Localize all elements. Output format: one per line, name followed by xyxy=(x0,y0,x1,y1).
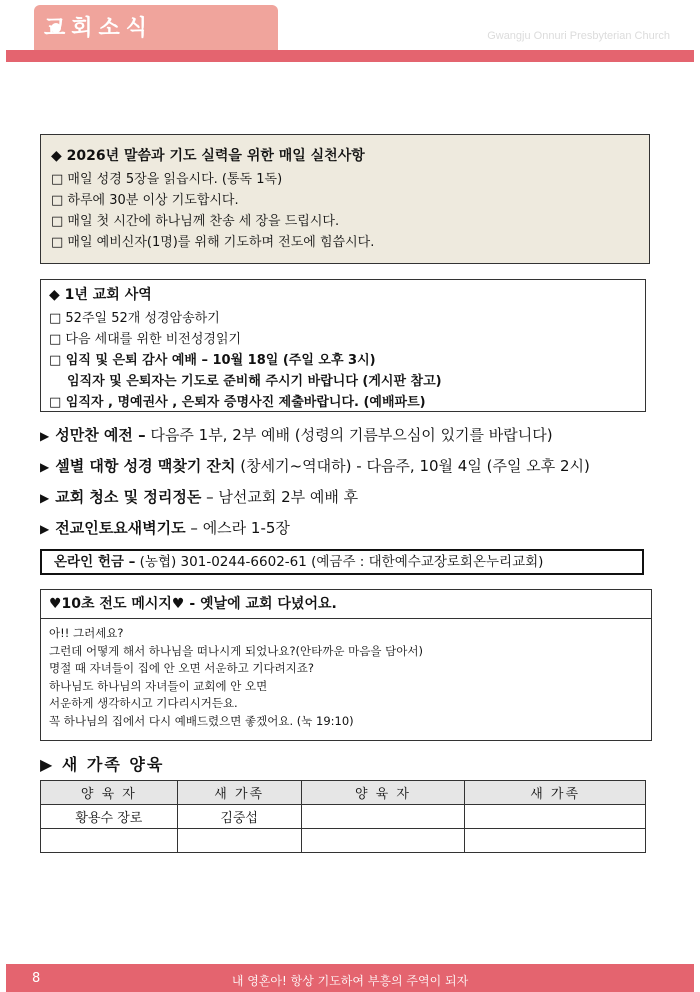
announcement-item xyxy=(40,517,290,538)
message-line: 아!! 그러세요? xyxy=(49,626,124,640)
offering-account: (농협) 301-0244-6602-61 (예금주 : 대한예수교장로회온누리교회) xyxy=(135,554,544,570)
message-line: 그런데 어떻게 해서 하나님을 떠나시게 되었나요?(안타까운 마음을 담아서) xyxy=(49,643,423,658)
triangle-bullet-icon: ▶ xyxy=(40,460,50,474)
table-cell xyxy=(177,829,301,853)
table-cell xyxy=(465,805,646,829)
table-cell: 김중섭 xyxy=(177,805,301,829)
column-header: 양 육 자 xyxy=(301,781,465,805)
online-offering-box xyxy=(40,549,644,575)
announcement-text: – 에스라 1-5장 xyxy=(185,519,290,537)
table-cell xyxy=(301,805,465,829)
table-cell xyxy=(41,829,178,853)
footer-motto: 내 영혼아! 항상 기도하여 부흥의 주역이 되자 xyxy=(231,974,469,988)
announcement-title: 전교인토요새벽기도 xyxy=(55,519,186,537)
practice-item: □ 하루에 30분 이상 기도합시다. xyxy=(51,193,239,208)
yearly-ministry-box xyxy=(40,279,646,412)
daily-practice-box xyxy=(40,134,650,264)
table-header-row xyxy=(41,781,646,805)
ministry-item: □ 다음 세대를 위한 비전성경읽기 xyxy=(49,332,242,347)
yearly-ministry-title: ◆ 1년 교회 사역 xyxy=(49,287,152,303)
announcement-text: (창세기~역대하) - 다음주, 10월 4일 (주일 오후 2시) xyxy=(235,457,590,475)
practice-item: □ 매일 성경 5장을 읽읍시다. (통독 1독) xyxy=(51,172,283,187)
new-family-title: ▶ 새 가족 양육 xyxy=(40,755,165,774)
page-number: 8 xyxy=(32,971,41,986)
table-row xyxy=(41,829,646,853)
ministry-item: □ 임직 및 은퇴 감사 예배 – 10월 18일 (주일 오후 3시) xyxy=(49,353,376,368)
page-title: 교회소식 xyxy=(44,16,154,41)
message-line: 서운하게 생각하시고 기다리시거든요. xyxy=(49,696,238,710)
evangelism-message-body xyxy=(40,619,652,741)
announcement-title: 성만찬 예전 – xyxy=(55,426,146,444)
table-cell xyxy=(301,829,465,853)
table-cell xyxy=(465,829,646,853)
offering-label: 온라인 헌금 – xyxy=(54,554,136,570)
practice-item: □ 매일 첫 시간에 하나님께 찬송 세 장을 드립시다. xyxy=(51,214,340,229)
column-header: 새 가족 xyxy=(177,781,301,805)
ministry-item: □ 52주일 52개 성경암송하기 xyxy=(49,311,220,326)
announcement-item xyxy=(40,424,553,445)
announcement-title: 교회 청소 및 정리정돈 xyxy=(55,488,202,506)
announcement-item xyxy=(40,455,590,476)
announcement-text: 다음주 1부, 2부 예배 (성령의 기름부으심이 있기를 바랍니다) xyxy=(145,426,553,444)
message-line: 꼭 하나님의 집에서 다시 예배드렸으면 좋겠어요. (눅 19:10) xyxy=(49,713,354,728)
column-header: 양 육 자 xyxy=(41,781,178,805)
triangle-bullet-icon: ▶ xyxy=(40,522,50,536)
announcement-text: – 남선교회 2부 예배 후 xyxy=(201,488,359,506)
table-row xyxy=(41,805,646,829)
column-header: 새 가족 xyxy=(465,781,646,805)
daily-practice-title: ◆ 2026년 말씀과 기도 실력을 위한 매일 실천사항 xyxy=(51,148,365,164)
ministry-item: □ 임직자 , 명예권사 , 은퇴자 증명사진 제출바랍니다. (예배파트) xyxy=(49,395,426,410)
practice-item: □ 매일 예비신자(1명)를 위해 기도하며 전도에 힘씁시다. xyxy=(51,235,375,250)
table-cell: 황용수 장로 xyxy=(41,805,178,829)
announcement-item xyxy=(40,486,358,507)
announcement-title: 셀별 대항 성경 맥찾기 잔치 xyxy=(55,457,236,475)
church-name: Gwangju Onnuri Presbyterian Church xyxy=(487,30,670,42)
header-bar xyxy=(6,50,694,62)
triangle-bullet-icon: ▶ xyxy=(40,491,50,505)
evangelism-message-title: ♥10초 전도 메시지♥ - 옛날에 교회 다녔어요. xyxy=(40,589,652,619)
message-line: 명절 때 자녀들이 집에 안 오면 서운하고 기다려지죠? xyxy=(49,661,314,675)
new-family-table xyxy=(40,780,646,853)
triangle-bullet-icon: ▶ xyxy=(40,429,50,443)
ministry-item: 임직자 및 은퇴자는 기도로 준비해 주시기 바랍니다 (게시판 참고) xyxy=(67,374,442,389)
message-line: 하나님도 하나님의 자녀들이 교회에 안 오면 xyxy=(49,678,268,693)
